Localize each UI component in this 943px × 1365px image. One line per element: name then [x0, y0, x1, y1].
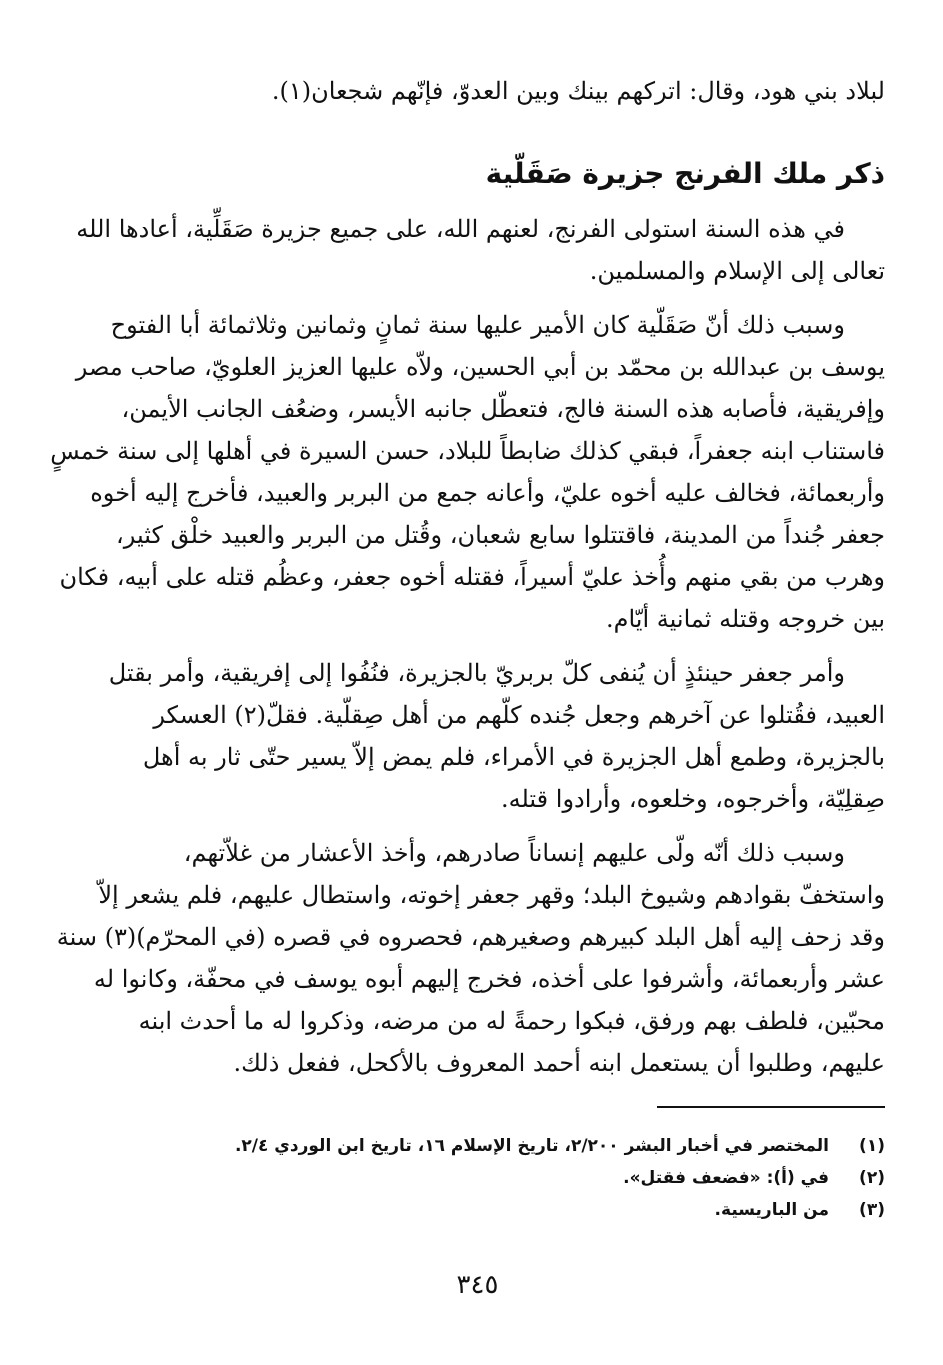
- text-line: وأمر جعفر حينئذٍ أن يُنفى كلّ بربريّ بالجزيرة، فنُفُوا إلى إفريقية، وأمر بقتل: [108, 659, 845, 687]
- text-line: وأربعمائة، فخالف عليه أخوه عليّ، وأعانه جمع من البربر والعبيد، فأخرج إليه أخوه: [90, 479, 885, 507]
- text-line: جعفر جُنداً من المدينة، فاقتتلوا سابع شعبان، وقُتل من البربر والعبيد خلْق كثير،: [116, 521, 885, 549]
- text-line: بالجزيرة، وطمع أهل الجزيرة في الأمراء، فلم يمض إلاّ يسير حتّى ثار به أهل: [142, 743, 885, 771]
- footnote-item: [70, 1194, 885, 1226]
- footnote-item: [70, 1130, 885, 1162]
- book-page: [50, 60, 885, 1350]
- text-line: بين خروجه وقتله ثمانية أيّام.: [606, 605, 885, 633]
- continuation-line: لبلاد بني هود، وقال: اتركهم بينك وبين العدوّ، فإنّهم شجعان(١).: [271, 77, 885, 105]
- footnote-text: من الباريسية.: [714, 1200, 829, 1220]
- page-number: ٣٤٥: [456, 1270, 499, 1300]
- paragraph-3: [70, 652, 885, 820]
- text-line: وسبب ذلك أنّ صَقَلّية كان الأمير عليها سنة ثمانٍ وثمانين وثلاثمائة أبا الفتوح: [110, 311, 845, 339]
- text-line: عليهم، وطلبوا أن يستعمل ابنه أحمد المعروف بالأكحل، ففعل ذلك.: [233, 1049, 885, 1077]
- section-heading: ذكر ملك الفرنج جزيرة صَقَلّية: [485, 157, 885, 190]
- text-line: وإفريقية، فأصابه هذه السنة فالج، فتعطّل جانبه الأيسر، وضعُف الجانب الأيمن،: [121, 395, 885, 423]
- text-line: وهرب من بقي منهم وأُخذ عليّ أسيراً، فقتله أخوه جعفر، وعظُم قتله على أبيه، فكان: [59, 563, 885, 591]
- text-line: محبّين، فلطف بهم ورفق، فبكوا رحمةً له من مرضه، وذكروا له ما أحدث ابنه: [138, 1007, 885, 1035]
- footnote-item: [70, 1162, 885, 1194]
- text-line: عشر وأربعمائة، وأشرفوا على أخذه، فخرج إليهم أبوه يوسف في محفّة، وكانوا له: [93, 965, 885, 993]
- footnote-number: (١): [859, 1136, 885, 1156]
- footnote-number: (٣): [859, 1200, 885, 1220]
- text-line: واستخفّ بقوادهم وشيوخ البلد؛ وقهر جعفر إخوته، واستطال عليهم، فلم يشعر إلاّ: [98, 881, 885, 909]
- footnote-number: (٢): [859, 1168, 885, 1188]
- text-line: وقد زحف إليه أهل البلد كبيرهم وصغيرهم، فحصروه في قصره (في المحرّم)(٣) سنة: [56, 923, 885, 951]
- footnote-text: المختصر في أخبار البشر ٢/٢٠٠، تاريخ الإسلام ١٦، تاريخ ابن الوردي ٢/٤.: [234, 1136, 829, 1156]
- paragraph-2: [50, 304, 885, 640]
- footnotes: [70, 1130, 885, 1226]
- text-line: تعالى إلى الإسلام والمسلمين.: [589, 257, 885, 285]
- text-line: يوسف بن عبدالله بن محمّد بن أبي الحسين، ولاّه عليها العزيز العلويّ، صاحب مصر: [75, 353, 885, 381]
- text-line: العبيد، فقُتلوا عن آخرهم وجعل جُنده كلّهم من أهل صِقلّية. فقلّ(٢) العسكر: [153, 701, 885, 729]
- text-line: صِقلِيّة، وأخرجوه، وخلعوه، وأرادوا قتله.: [500, 785, 885, 813]
- text-line: في هذه السنة استولى الفرنج، لعنهم الله، على جميع جزيرة صَقَلِّية، أعادها الله: [76, 215, 845, 243]
- main-text: [50, 70, 885, 1084]
- footnote-divider: [657, 1106, 885, 1108]
- paragraph-1: [70, 208, 885, 292]
- footnote-text: في (أ): «فضعف فقتل».: [623, 1168, 829, 1188]
- text-line: وسبب ذلك أنّه ولّى عليهم إنساناً صادرهم، وأخذ الأعشار من غلاّتهم،: [183, 839, 845, 867]
- text-line: فاستناب ابنه جعفراً، فبقي كذلك ضابطاً للبلاد، حسن السيرة في أهلها إلى سنة خمسٍ: [50, 437, 885, 465]
- paragraph-4: [56, 832, 885, 1084]
